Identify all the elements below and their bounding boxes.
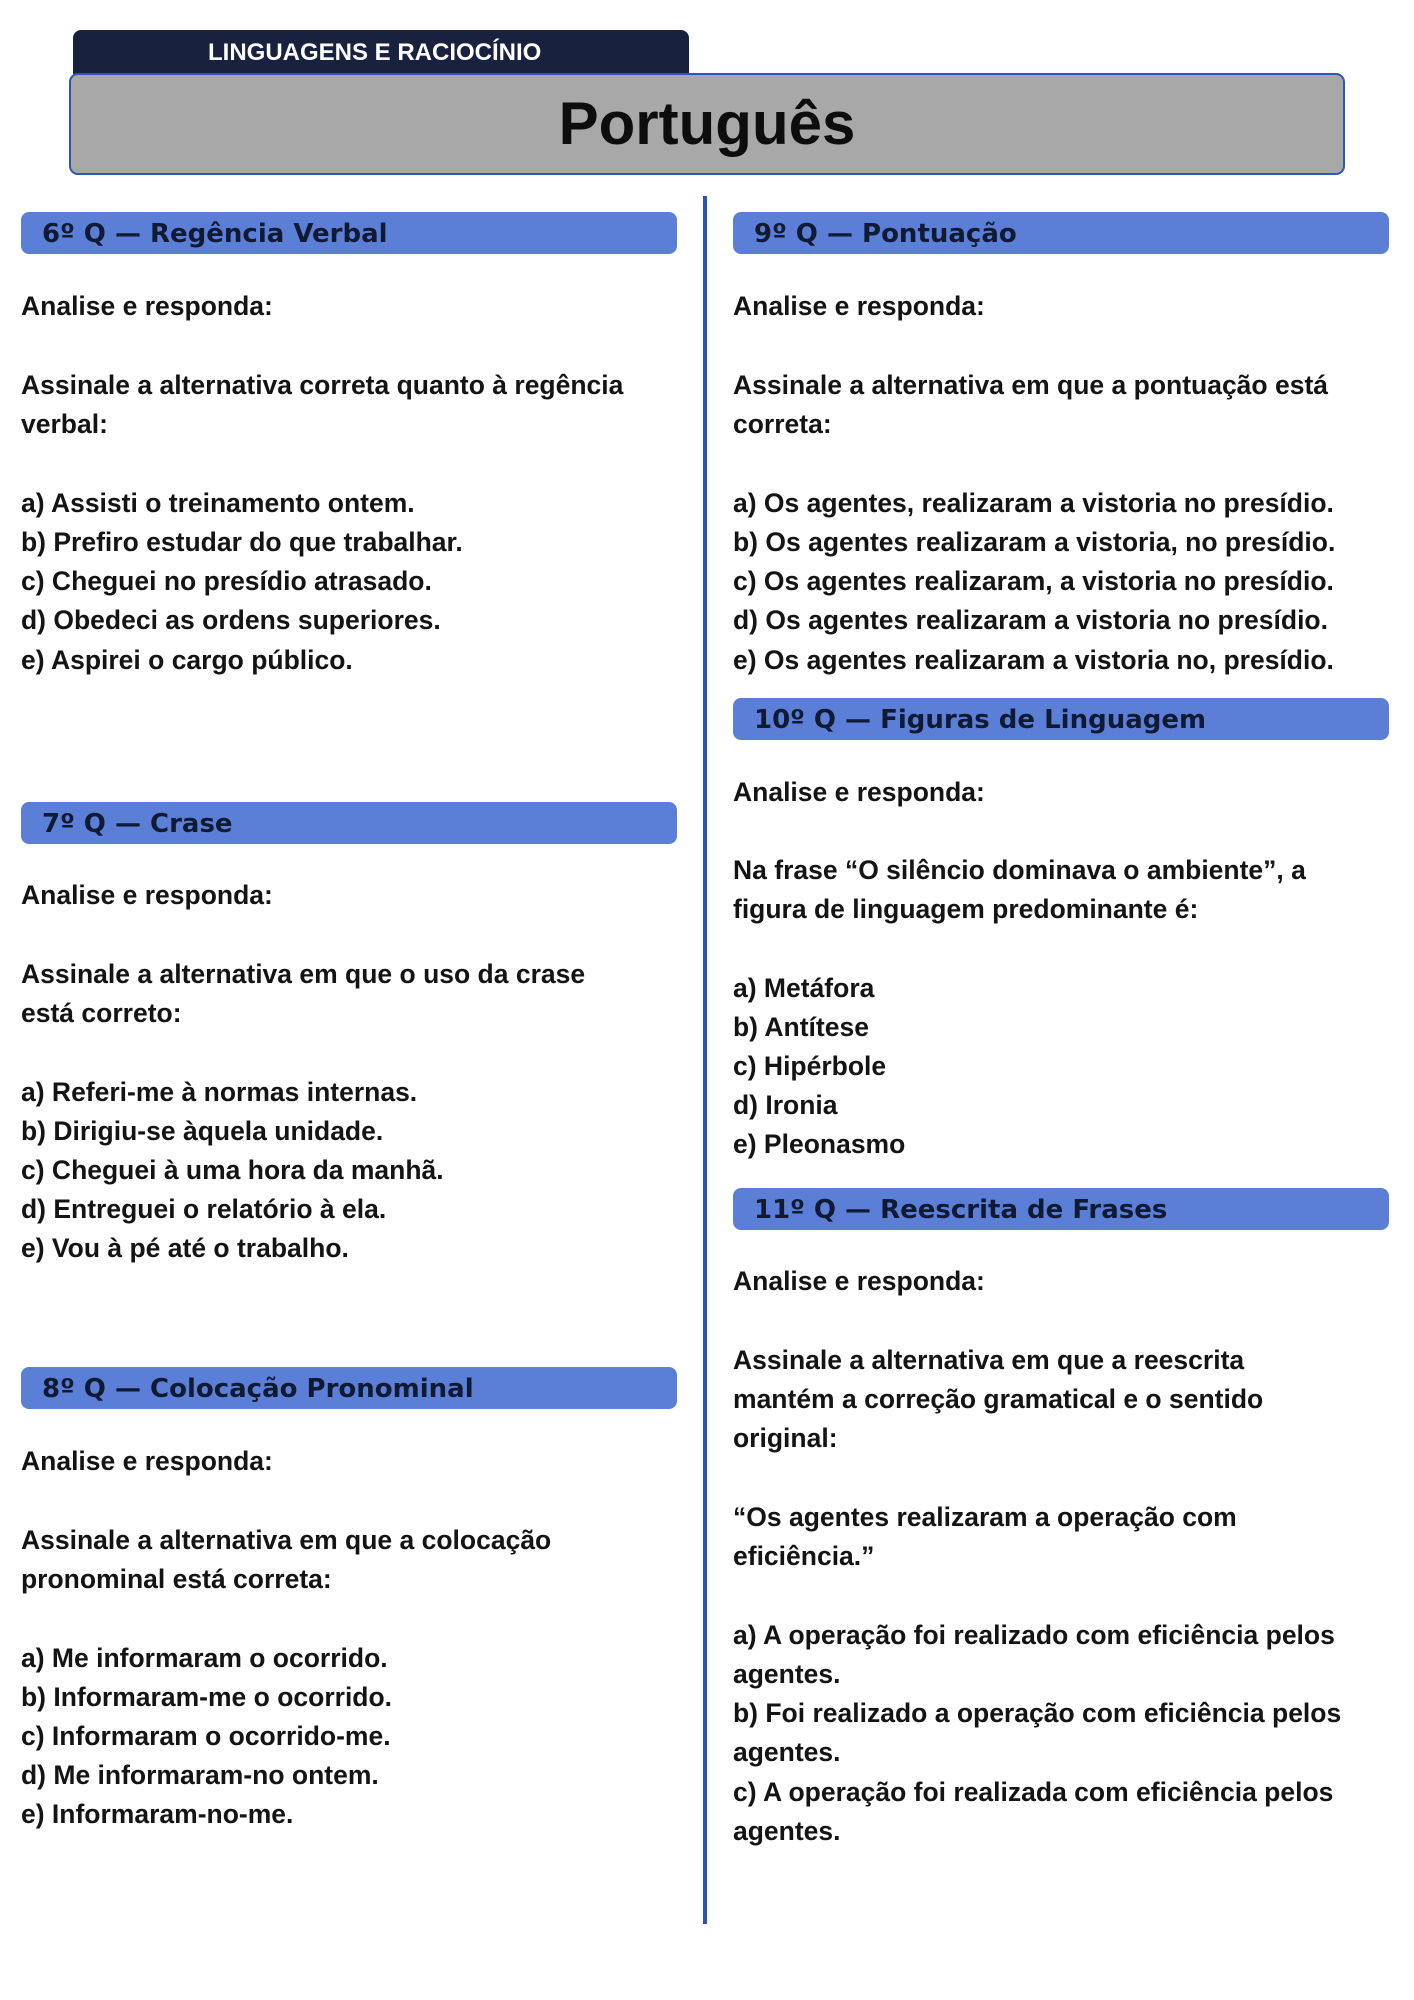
q7-option: b) Dirigiu-se àquela unidade.	[21, 1116, 384, 1146]
q9-option: e) Os agentes realizaram a vistoria no, presídio.	[733, 645, 1334, 675]
q8-option: a) Me informaram o ocorrido.	[21, 1643, 388, 1673]
q9-option: c) Os agentes realizaram, a vistoria no presídio.	[733, 566, 1334, 596]
q11-option: agentes.	[733, 1737, 841, 1767]
q10-line: Analise e responda:	[733, 777, 985, 807]
question-heading-q10: 10º Q — Figuras de Linguagem	[733, 698, 1389, 740]
q8-line: Analise e responda:	[21, 1446, 273, 1476]
q10-option: c) Hipérbole	[733, 1051, 887, 1081]
q6-line: Assinale a alternativa correta quanto à regência	[21, 370, 624, 400]
q8-option: e) Informaram-no-me.	[21, 1799, 294, 1829]
q7-line: Analise e responda:	[21, 880, 273, 910]
q11-line: Assinale a alternativa em que a reescrita	[733, 1345, 1245, 1375]
q8-option: d) Me informaram-no ontem.	[21, 1760, 379, 1790]
column-divider	[703, 196, 707, 1924]
q10-option: e) Pleonasmo	[733, 1129, 906, 1159]
question-heading-q6: 6º Q — Regência Verbal	[21, 212, 677, 254]
q6-option: b) Prefiro estudar do que trabalhar.	[21, 527, 463, 557]
subject-area-tab: LINGUAGENS E RACIOCÍNIO	[73, 30, 689, 74]
q9-line: Analise e responda:	[733, 291, 985, 321]
q8-option: c) Informaram o ocorrido-me.	[21, 1721, 391, 1751]
q6-option: c) Cheguei no presídio atrasado.	[21, 566, 432, 596]
q11-line: mantém a correção gramatical e o sentido	[733, 1384, 1264, 1414]
q11-quote: “Os agentes realizaram a operação com	[733, 1502, 1237, 1532]
q8-line: Assinale a alternativa em que a colocação	[21, 1525, 552, 1555]
q10-option: b) Antítese	[733, 1012, 869, 1042]
q6-line: verbal:	[21, 409, 108, 439]
q11-line: original:	[733, 1423, 838, 1453]
q11-option: b) Foi realizado a operação com eficiência pelos	[733, 1698, 1342, 1728]
q8-option: b) Informaram-me o ocorrido.	[21, 1682, 393, 1712]
q9-option: d) Os agentes realizaram a vistoria no presídio.	[733, 605, 1328, 635]
q7-option: d) Entreguei o relatório à ela.	[21, 1194, 387, 1224]
q6-option: e) Aspirei o cargo público.	[21, 645, 353, 675]
q7-option: a) Referi-me à normas internas.	[21, 1077, 418, 1107]
q9-line: correta:	[733, 409, 832, 439]
q10-line: Na frase “O silêncio dominava o ambiente”, a	[733, 855, 1306, 885]
q10-line: figura de linguagem predominante é:	[733, 894, 1199, 924]
question-heading-q9: 9º Q — Pontuação	[733, 212, 1389, 254]
question-heading-q11: 11º Q — Reescrita de Frases	[733, 1188, 1389, 1230]
q11-option: a) A operação foi realizado com eficiência pelos	[733, 1620, 1335, 1650]
q9-option: a) Os agentes, realizaram a vistoria no presídio.	[733, 488, 1334, 518]
q8-line: pronominal está correta:	[21, 1564, 332, 1594]
q11-option: agentes.	[733, 1816, 841, 1846]
q7-line: está correto:	[21, 998, 182, 1028]
q7-option: e) Vou à pé até o trabalho.	[21, 1233, 349, 1263]
question-heading-q8: 8º Q — Colocação Pronominal	[21, 1367, 677, 1409]
question-heading-q7: 7º Q — Crase	[21, 802, 677, 844]
q10-option: a) Metáfora	[733, 973, 875, 1003]
q6-line: Analise e responda:	[21, 291, 273, 321]
q6-option: d) Obedeci as ordens superiores.	[21, 605, 441, 635]
q11-line: Analise e responda:	[733, 1266, 985, 1296]
q11-option: agentes.	[733, 1659, 841, 1689]
q9-line: Assinale a alternativa em que a pontuação está	[733, 370, 1329, 400]
page-title: Português	[69, 73, 1345, 175]
q9-option: b) Os agentes realizaram a vistoria, no presídio.	[733, 527, 1336, 557]
q11-option: c) A operação foi realizada com eficiência pelos	[733, 1777, 1334, 1807]
q7-line: Assinale a alternativa em que o uso da crase	[21, 959, 586, 989]
q10-option: d) Ironia	[733, 1090, 838, 1120]
q11-quote: eficiência.”	[733, 1541, 875, 1571]
q6-option: a) Assisti o treinamento ontem.	[21, 488, 415, 518]
q7-option: c) Cheguei à uma hora da manhã.	[21, 1155, 444, 1185]
